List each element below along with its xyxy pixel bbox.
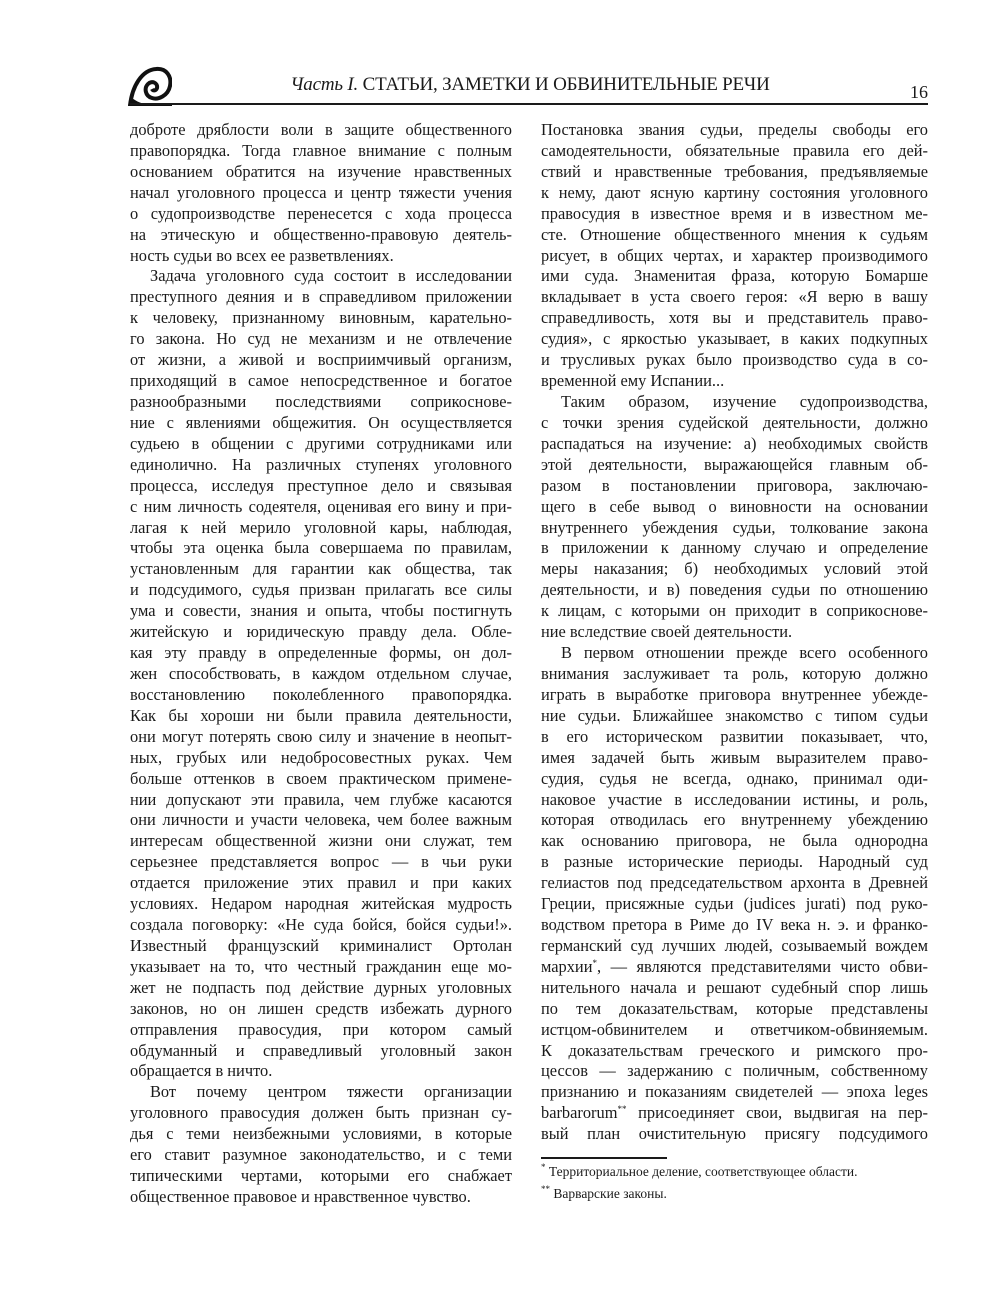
text-line: разнообразными последствиями соприкоснове- — [130, 391, 512, 411]
text-line: ние судьи. Ближайшее знакомство с типом судьи — [541, 705, 928, 725]
text-line: жен способствовать, в каждом отдельном случае, — [130, 663, 512, 683]
text-line: условиях. Недаром народная житейская мудрость — [130, 894, 512, 914]
text-line: интересам общественной жизни они служат, тем — [130, 831, 512, 851]
text-line: Известный французский криминалист Ортолан — [130, 935, 512, 955]
text-line: процесса, исследуя преступное дело и связывая — [130, 475, 512, 495]
text-line: по тем доказательствам, которые представлены — [541, 998, 928, 1018]
text-line: указывает на то, что честный гражданин еще мо- — [130, 956, 512, 976]
text-line: кая эту правду в определенные формы, он дол- — [130, 643, 512, 663]
text-line: распадаться на изучение: а) необходимых свойств — [541, 433, 928, 453]
right-column — [541, 120, 928, 1145]
text-line: германский суд лучших людей, созываемый вождем — [541, 935, 928, 955]
text-line: серьезнее представляется вопрос — в чьи руки — [130, 852, 512, 872]
text-line: как основанию приговора, не была однородна — [541, 831, 928, 851]
text-line: вкладывает в уста своего героя: «Я верю в вашу — [541, 287, 928, 307]
text-line: обдуманный и справедливый уголовный закон — [130, 1040, 512, 1060]
text-line: Как бы хороши ни были правила деятельности, — [130, 705, 512, 725]
footnote-ref: * — [592, 957, 597, 968]
text-line: Постановка звания судьи, пределы свободы его — [541, 120, 928, 139]
text-line: к нему, дают ясную картину состояния уголовного — [541, 182, 928, 202]
text-line: чтобы эта оценка была совершаема по правилам, — [130, 538, 512, 558]
text-line: дья с теми неизбежными условиями, в которые — [130, 1124, 512, 1144]
text-line: водством претора в Риме до IV века н. э. и франко- — [541, 915, 928, 935]
text-line: судия», с яркостью указывает, в каких подкупных — [541, 329, 928, 349]
text-line: уголовного правосудия должен быть признан су- — [130, 1103, 512, 1123]
text-line: они личности и участи человека, чем более важным — [130, 810, 512, 830]
text-line: нительного начала и решают судебный спор лишь — [541, 977, 928, 997]
footnote-mark: * — [541, 1162, 546, 1172]
header-rule — [130, 103, 928, 105]
text-line: законов, но он лишен средств избежать дурного — [130, 998, 512, 1018]
text-line: К доказательствам греческого и римского про- — [541, 1040, 928, 1060]
text-line: рисует, в общих чертах, и характер производимого — [541, 245, 928, 265]
text-line: установленным для гарантии как общества, так — [130, 559, 512, 579]
text-line: судьею в общении с другими сотрудниками или — [130, 433, 512, 453]
text-line: о судопроизводстве перенесется с хода процесса — [130, 203, 512, 223]
text-line: самодеятельности, обязательные правила его дей- — [541, 140, 928, 160]
text-line: доброте дряблости воли в защите общественного — [130, 120, 512, 139]
text-line: они могут потерять свою силу и значение в неопыт- — [130, 726, 512, 746]
text-line: которая отводилась его внутреннему убеждению — [541, 810, 928, 830]
text-line: го закона. Но суд не механизм и не отвлечение — [130, 329, 512, 349]
text-line: вый план очистительную присягу подсудимого — [541, 1124, 928, 1144]
paragraph — [130, 120, 512, 266]
text-line: к лицам, с которыми он приходит в соприкоснове- — [541, 601, 928, 621]
footnotes — [541, 1161, 858, 1205]
text-line: сте. Отношение общественного мнения к судьям — [541, 224, 928, 244]
text-line: в его историческом развитии показывает, что, — [541, 726, 928, 746]
text-line: создала поговорку: «Не суда бойся, бойся судьи!». — [130, 915, 512, 935]
footnote-ref: ** — [617, 1104, 627, 1115]
text-line: barbarorum** присоединяет свои, выдвигая на пер- — [541, 1103, 928, 1123]
text-line: ние вследствие своей деятельности. — [541, 622, 793, 642]
text-line: признанию и показаниям свидетелей — эпоха leges — [541, 1082, 928, 1102]
text-line: жет не подпасть под действие дурных уголовных — [130, 977, 512, 997]
text-line: ими суда. Знаменитая фраза, которую Бомарше — [541, 266, 928, 286]
text-line: судия, судья не всегда, однако, принимал оди- — [541, 768, 928, 788]
text-line: и трусливых руках было производство суда в со- — [541, 350, 928, 370]
text-line: и подсудимого, судья призван прилагать все силы — [130, 580, 512, 600]
text-line: правопорядка. Тогда главное внимание с полным — [130, 140, 512, 160]
text-line: к человеку, признанному виновным, карательно- — [130, 308, 512, 328]
text-line: имея задачей быть живым выразителем право- — [541, 747, 928, 767]
text-line: Греции, присяжные судьи (judices jurati) под руко- — [541, 894, 928, 914]
paragraph — [130, 1082, 512, 1208]
footnote-text: Территориальное деление, соответствующее области. — [548, 1164, 858, 1179]
text-line: ума и совести, знания и опыта, чтобы постигнуть — [130, 601, 512, 621]
text-line: восстановлению поколебленного правопорядка. — [130, 684, 512, 704]
text-line: житейскую и юридическую правду дела. Обле- — [130, 622, 512, 642]
text-line: от жизни, а живой и восприимчивый организм, — [130, 350, 512, 370]
text-line: временной ему Испании... — [541, 371, 725, 391]
text-line: гелиастов под председательством архонта в Древней — [541, 873, 928, 893]
text-line: нии допускают эти правила, чем глубже касаются — [130, 789, 512, 809]
text-line: в разные исторические периоды. Народный суд — [541, 852, 928, 872]
text-line: ность судьи во всех ее разветвлениях. — [130, 245, 394, 265]
text-line: больше оттенков в своем практическом примене- — [130, 768, 512, 788]
text-line: основанием обратится на изучение нравственных — [130, 161, 512, 181]
paragraph — [541, 120, 928, 392]
paragraph — [541, 392, 928, 643]
text-line: начал уголовного процесса и центр тяжести учения — [130, 182, 512, 202]
footnote-rule — [541, 1157, 667, 1159]
section-title: СТАТЬИ, ЗАМЕТКИ И ОБВИНИТЕЛЬНЫЕ РЕЧИ — [362, 74, 770, 95]
text-line: справедливость, хотя вы и представитель право- — [541, 308, 928, 328]
text-line: обращается в ничто. — [130, 1061, 273, 1081]
text-line: ние с явлениями общежития. Он осуществляется — [130, 412, 512, 432]
text-line: с ним личность содеятеля, оценивая его вину и при- — [130, 496, 512, 516]
text-line: его ставит разумное законодательство, и с теми — [130, 1145, 512, 1165]
paragraph — [541, 643, 928, 1145]
text-line: цессов — задержанию с поличным, собственному — [541, 1061, 928, 1081]
text-line: Задача уголовного суда состоит в исследовании — [150, 266, 512, 286]
text-line: общественное правовое и нравственное чувство. — [130, 1187, 471, 1207]
text-line: отдается приложение этих правил и при каких — [130, 873, 512, 893]
text-line: щего в себе вывод о виновности на основании — [541, 496, 928, 516]
text-line: правосудия в известное время и в известном ме- — [541, 203, 928, 223]
text-line: наковое участие в исследовании истины, и роль, — [541, 789, 928, 809]
text-line: с точки зрения судейской деятельности, должно — [541, 412, 928, 432]
text-line: отправления правосудия, при котором самый — [130, 1019, 512, 1039]
text-line: на этическую и общественно-правовую деятель- — [130, 224, 512, 244]
text-line: приходящий в самое непосредственное и богатое — [130, 371, 512, 391]
text-line: внутреннего убеждения судьи, толкование закона — [541, 517, 928, 537]
text-line: ствий и нравственные требования, предъявляемые — [541, 161, 928, 181]
part-label: Часть I. — [290, 74, 359, 95]
text-line: играть в выработке приговора внутреннее убежде- — [541, 684, 928, 704]
text-line: в приложении к данному случаю и определение — [541, 538, 928, 558]
text-line: лагая к ней мерило уголовной кары, наблюдая, — [130, 517, 512, 537]
footnote-text: Варварские законы. — [553, 1186, 667, 1201]
text-line: Таким образом, изучение судопроизводства, — [561, 391, 928, 411]
footnote — [541, 1161, 858, 1183]
text-line: Вот почему центром тяжести организации — [150, 1082, 512, 1102]
text-line: мархии*, — являются представителями чисто обви- — [541, 956, 928, 976]
running-head — [200, 74, 860, 96]
left-column — [130, 120, 512, 1208]
text-line: типическими чертами, которыми его снабжает — [130, 1166, 512, 1186]
text-line: ных, грубых или недобросовестных руках. Чем — [130, 747, 512, 767]
spiral-logo-icon — [128, 66, 172, 106]
text-line: меры наказания; б) необходимых условий этой — [541, 559, 928, 579]
text-line: В первом отношении прежде всего особенного — [561, 643, 928, 663]
text-line: деятельности, и в) поведения судьи по отношению — [541, 580, 928, 600]
paragraph — [130, 266, 512, 1082]
text-line: преступного деяния и в справедливом приложении — [130, 287, 512, 307]
text-line: этой деятельности, выражающейся главным об- — [541, 454, 928, 474]
text-line: внимания заслуживает та роль, которую должно — [541, 663, 928, 683]
text-line: единолично. На различных ступенях уголовного — [130, 454, 512, 474]
footnote — [541, 1183, 858, 1205]
page-number: 16 — [910, 82, 928, 102]
text-line: разом в постановлении приговора, заключаю- — [541, 475, 928, 495]
footnote-mark: ** — [541, 1184, 550, 1194]
text-line: истцом-обвинителем и ответчиком-обвиняемым. — [541, 1019, 928, 1039]
